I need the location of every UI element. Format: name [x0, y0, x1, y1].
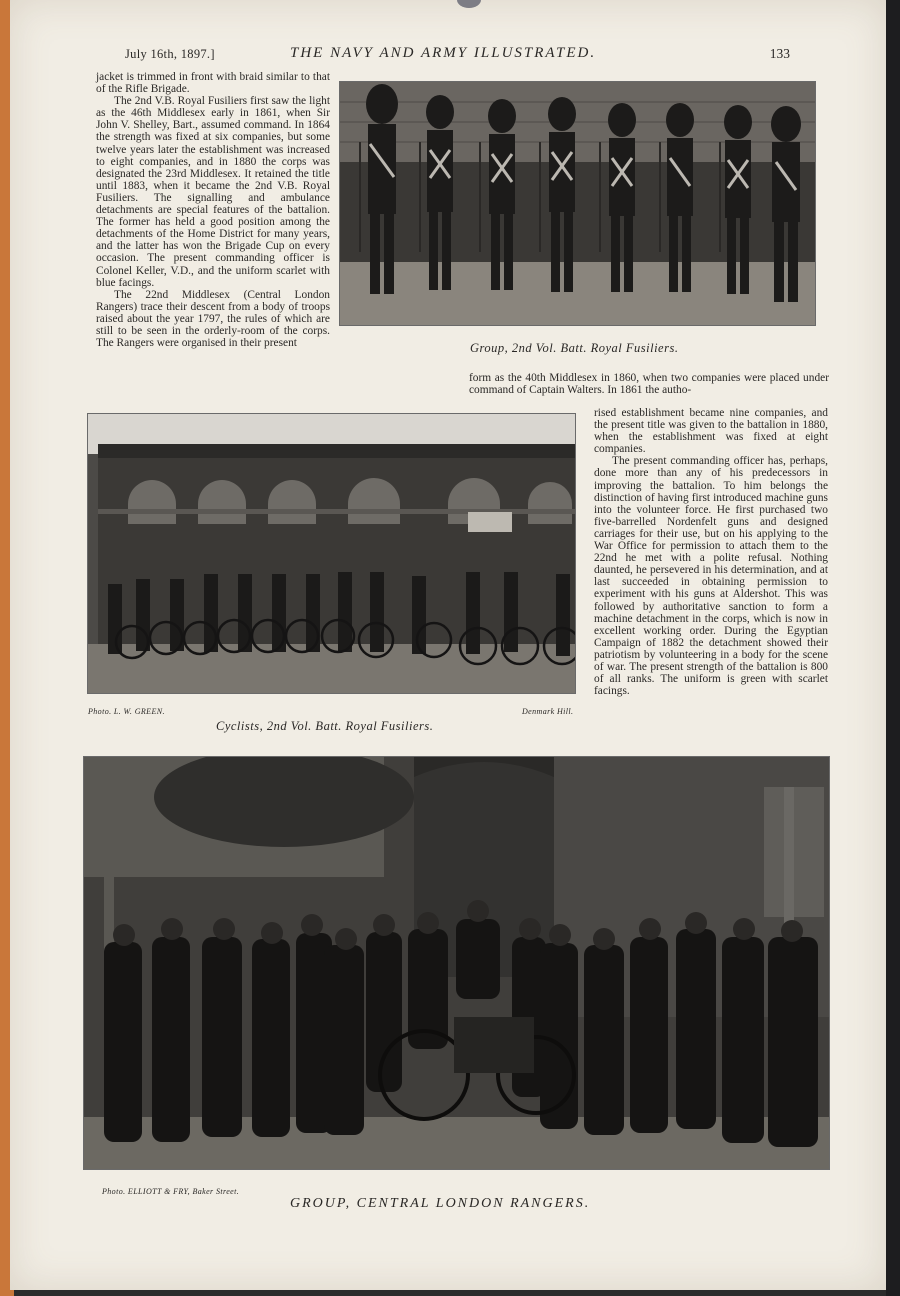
photo-credit: Photo. L. W. GREEN. [88, 707, 165, 716]
article-column-left [96, 71, 330, 349]
photo-caption: Group, 2nd Vol. Batt. Royal Fusiliers. [470, 341, 679, 355]
photo-fusiliers-group [340, 82, 815, 325]
article-column-right [594, 407, 828, 697]
publication-title: THE NAVY AND ARMY ILLUSTRATED. [290, 45, 597, 61]
photo-caption: Cyclists, 2nd Vol. Batt. Royal Fusiliers. [216, 719, 434, 733]
fusiliers-group-photo [340, 82, 815, 325]
photo-credit: Photo. ELLIOTT & FRY, Baker Street. [102, 1187, 240, 1196]
scan-background [886, 0, 900, 1296]
cyclists-photo [88, 414, 575, 693]
article-continuation: form as the 40th Middlesex in 1860, when two companies were placed under command of Captain Walters. In 1861 the autho- [469, 372, 829, 397]
issue-date: July 16th, 1897.] [125, 47, 215, 61]
paragraph: jacket is trimmed in front with braid similar to that of the Rifle Brigade. [96, 71, 330, 96]
photo-rangers-group [84, 757, 829, 1169]
page-number: 133 [769, 46, 790, 61]
photo-location: Denmark Hill. [522, 707, 574, 716]
paragraph: rised establishment became nine companies, and the present title was given to the battalion in 1880, when the establishment was fixed at eight companies. [594, 407, 828, 456]
running-header [125, 45, 790, 67]
rangers-group-photo [84, 757, 829, 1169]
paragraph: The 22nd Middlesex (Central London Rangers) trace their descent from a body of troops raised about the year 1797, the rules of which are still to be seen in the orderly-room of the corps. The Rangers were organised in their present [96, 288, 330, 350]
magazine-page [10, 0, 886, 1290]
paragraph: The present commanding officer has, perhaps, done more than any of his predecessors in improving the battalion. To him belongs the distinction of having first introduced machine guns into the volunteer force. He first purchased two five-barrelled Nordenfelt guns and designed carriages for their use, but on his applying to the War Office for permission to attach them to the 22nd he met with a polite refusal. Nothing daunted, he persevered in his determination, and at last succeeded in obtaining permission to experiment with his guns at Aldershot. This was followed by authoritative sanction to form a machine detachment in the corps, which is now in excellent working order. During the Egyptian Campaign of 1882 the detachment showed their patriotism by volunteering in a body for the scene of war. The present strength of the battalion is 800 of all ranks. The uniform is green with scarlet facings. [594, 455, 828, 698]
photo-caption: GROUP, CENTRAL LONDON RANGERS. [290, 1196, 591, 1211]
punch-hole [457, 0, 481, 8]
photo-cyclists [88, 414, 575, 693]
paragraph: The 2nd V.B. Royal Fusiliers first saw the light as the 46th Middlesex early in 1861, when Sir John V. Shelley, Bart., assumed command. In 1864 the strength was fixed at six companies, but some twelve years later the establishment was increased to eight companies, and in 1880 the corps was designated the 23rd Middlesex. It retained the title until 1883, when it became the 2nd V.B. Royal Fusiliers. The signalling and ambulance detachments are special features of the battalion. The former has held a good position among the detachments of the Home District for many years, and the latter has won the Brigade Cup on every occasion. The present commanding officer is Colonel Keller, V.D., and the uniform scarlet with blue facings. [96, 95, 330, 289]
